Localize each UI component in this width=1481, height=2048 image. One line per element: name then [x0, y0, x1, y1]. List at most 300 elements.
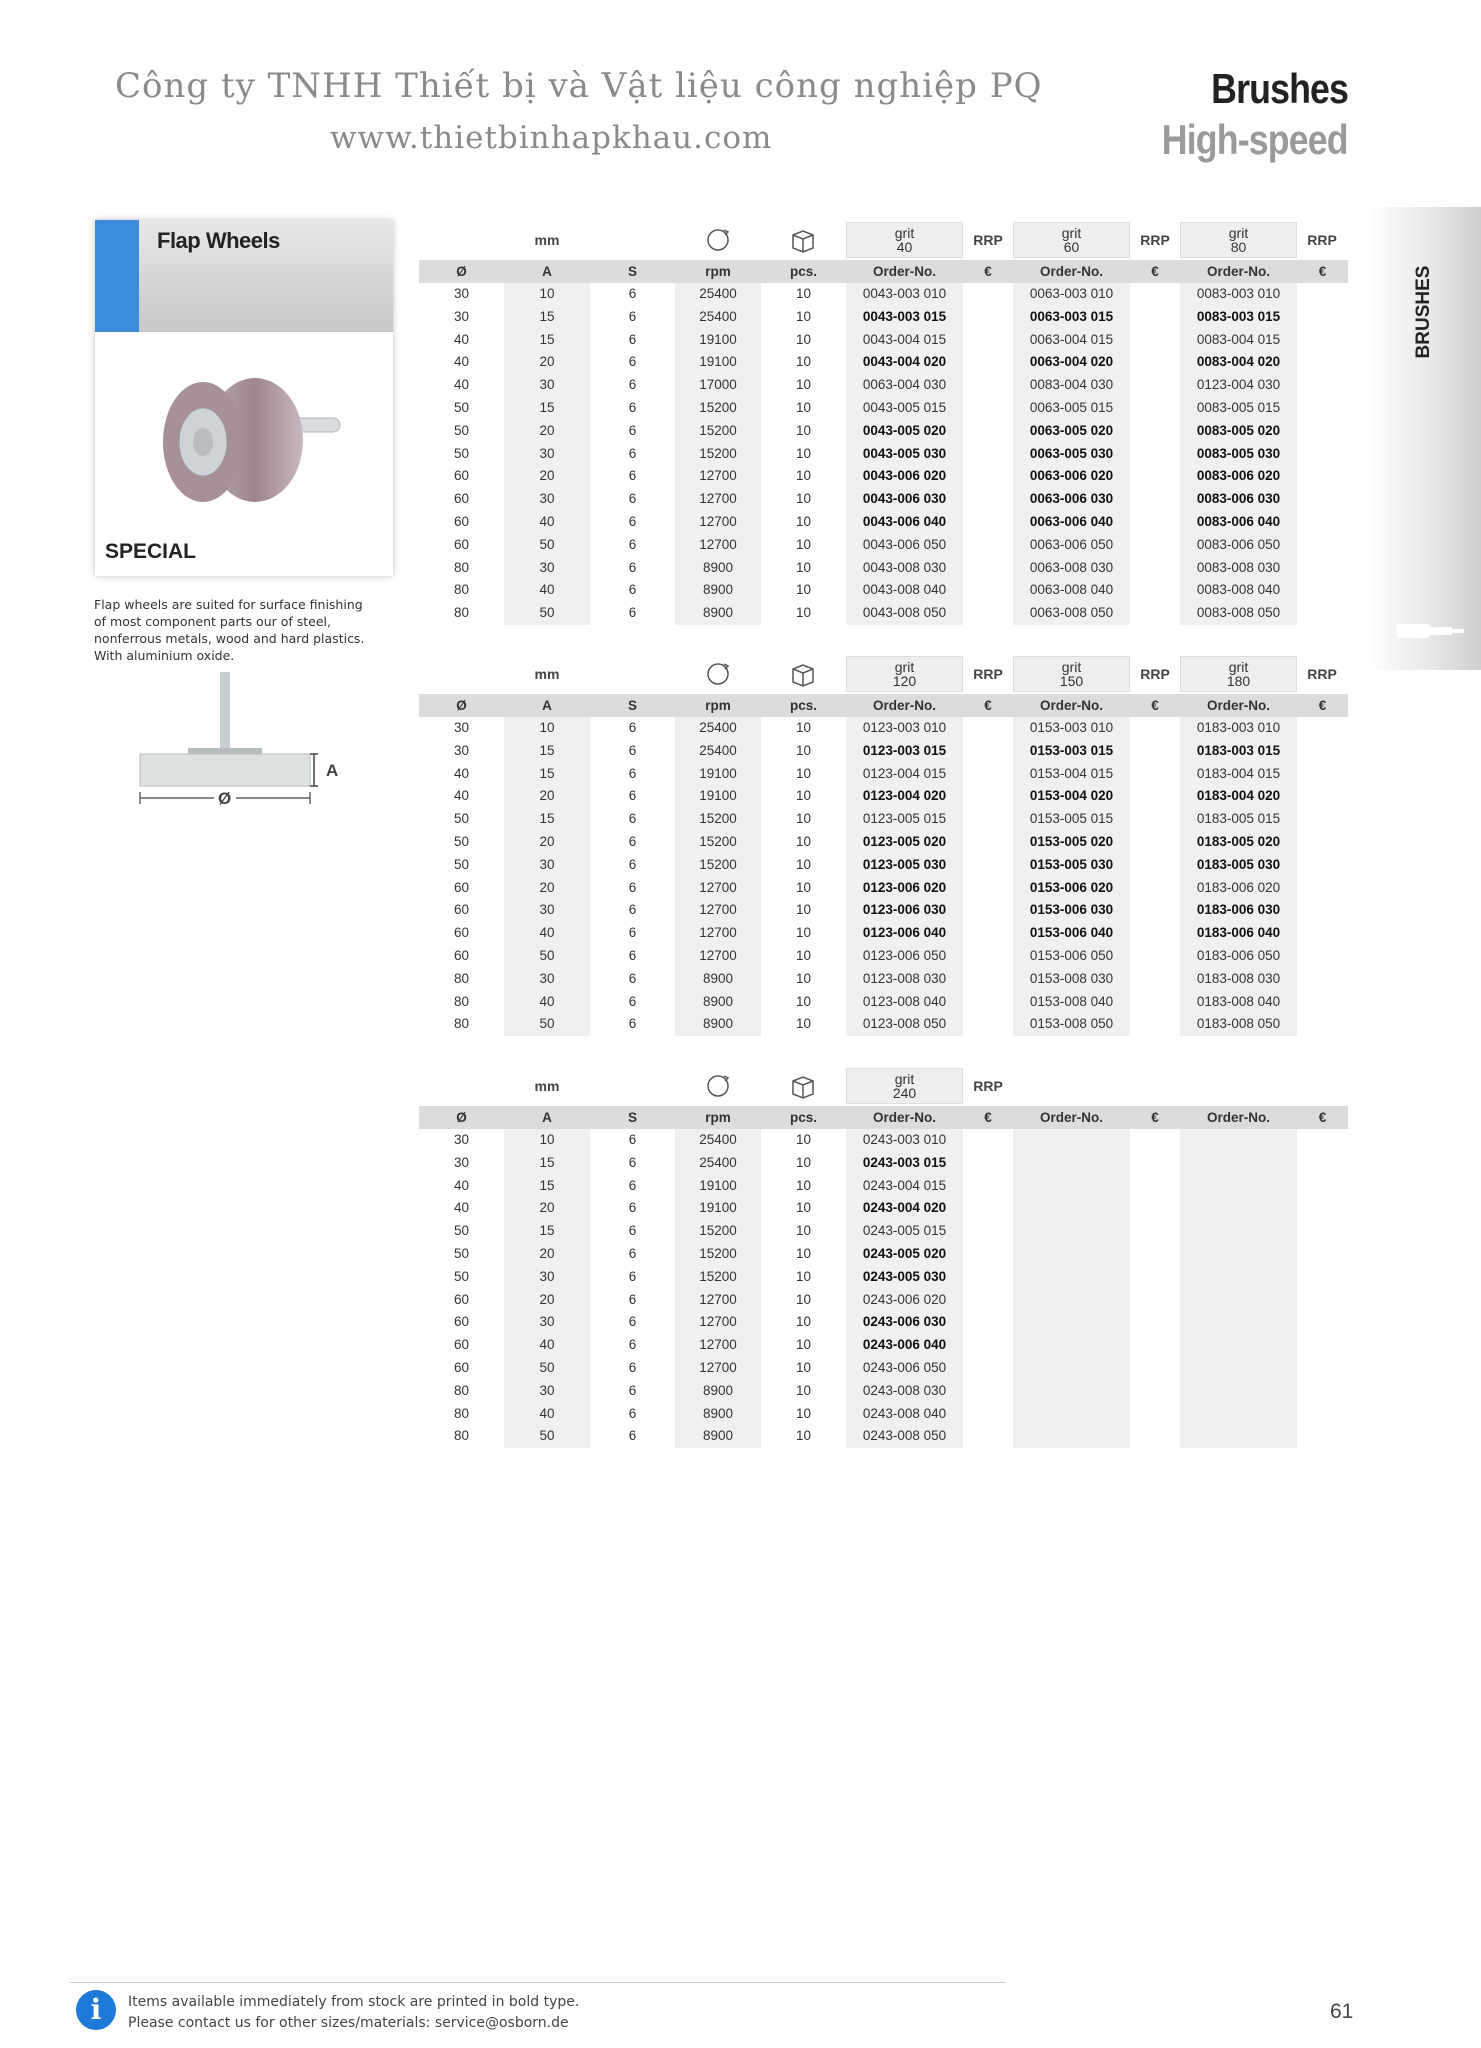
order-no-cell: 0083-006 030 [1180, 488, 1297, 511]
rpm-cell: 12700 [675, 1311, 761, 1334]
column-header: € [1318, 698, 1327, 713]
column-header: rpm [705, 264, 731, 279]
table-row [419, 557, 1348, 580]
diameter-cell: 60 [453, 1314, 470, 1330]
pcs-cell: 10 [795, 1016, 812, 1032]
grit-header [1013, 656, 1130, 692]
price-cell [1297, 1197, 1348, 1220]
page-number: 61 [1330, 2000, 1354, 2023]
shank-cell: 6 [628, 536, 637, 552]
table-row [419, 899, 1348, 922]
order-no-cell: 0243-006 020 [846, 1289, 963, 1312]
price-cell [1130, 922, 1180, 945]
order-no-cell [1013, 1129, 1130, 1152]
price-cell [1130, 1013, 1180, 1036]
order-no-cell [1013, 1266, 1130, 1289]
order-no-cell: 0243-005 020 [846, 1243, 963, 1266]
header-mm: mm [534, 232, 560, 248]
table-row [419, 1220, 1348, 1243]
width-cell: 50 [504, 1425, 590, 1448]
rpm-cell: 8900 [675, 1403, 761, 1426]
shank-cell: 6 [628, 1223, 637, 1239]
rpm-cell: 25400 [675, 306, 761, 329]
order-no-cell: 0183-006 050 [1180, 945, 1297, 968]
table-row [419, 420, 1348, 443]
order-no-cell [1180, 1289, 1297, 1312]
order-no-cell: 0153-006 050 [1013, 945, 1130, 968]
order-no-cell [1013, 1357, 1130, 1380]
diameter-cell: 80 [453, 559, 470, 575]
special-badge: SPECIAL [105, 540, 197, 563]
order-no-cell: 0063-004 030 [846, 374, 963, 397]
order-no-cell [1013, 1425, 1130, 1448]
pcs-cell: 10 [795, 742, 812, 758]
price-cell [1130, 808, 1180, 831]
order-no-cell: 0083-005 020 [1180, 420, 1297, 443]
order-no-cell: 0083-008 030 [1180, 557, 1297, 580]
pcs-cell: 10 [795, 582, 812, 598]
shank-cell: 6 [628, 1016, 637, 1032]
info-icon: i [76, 1990, 116, 2030]
pcs-cell: 10 [795, 399, 812, 415]
rpm-cell: 15200 [675, 808, 761, 831]
price-cell [1130, 1334, 1180, 1357]
order-no-cell: 0043-004 020 [846, 351, 963, 374]
price-cell [1130, 465, 1180, 488]
diameter-cell: 60 [453, 1359, 470, 1375]
table-row [419, 1152, 1348, 1175]
grit-number: 150 [1059, 673, 1084, 689]
shank-cell: 6 [628, 1337, 637, 1353]
grit-header [846, 656, 963, 692]
shank-cell: 6 [628, 1132, 637, 1147]
diameter-cell: 80 [453, 1382, 470, 1398]
width-cell: 15 [504, 397, 590, 420]
price-cell [963, 329, 1013, 352]
price-cell [1297, 1334, 1348, 1357]
column-header: pcs. [789, 698, 817, 713]
column-header: Ø [456, 264, 467, 279]
price-cell [1297, 877, 1348, 900]
order-no-cell: 0083-008 050 [1180, 602, 1297, 625]
price-cell [1130, 511, 1180, 534]
table-row [419, 740, 1348, 763]
rpm-cell: 8900 [675, 1380, 761, 1403]
order-no-cell: 0043-006 030 [846, 488, 963, 511]
table-row [419, 922, 1348, 945]
column-header: € [984, 264, 992, 279]
price-cell [963, 899, 1013, 922]
column-header: Order-No. [1206, 1110, 1270, 1125]
price-cell [1130, 991, 1180, 1014]
price-cell [963, 1334, 1013, 1357]
table-row [419, 877, 1348, 900]
price-cell [963, 1403, 1013, 1426]
price-cell [1297, 854, 1348, 877]
order-no-cell [1180, 1425, 1297, 1448]
table-row [419, 351, 1348, 374]
price-cell [963, 968, 1013, 991]
width-cell: 50 [504, 602, 590, 625]
rpm-cell: 8900 [675, 1425, 761, 1448]
price-cell [1297, 899, 1348, 922]
rpm-cell: 12700 [675, 877, 761, 900]
order-no-cell: 0123-004 030 [1180, 374, 1297, 397]
column-header: rpm [705, 698, 731, 713]
order-no-cell: 0153-004 015 [1013, 763, 1130, 786]
table-row [419, 808, 1348, 831]
dimension-diagram [136, 672, 356, 812]
price-cell [1130, 1403, 1180, 1426]
diameter-cell: 40 [453, 788, 470, 804]
footer-note [128, 1992, 579, 2034]
price-cell [1297, 1152, 1348, 1175]
width-cell: 20 [504, 1197, 590, 1220]
order-no-cell: 0153-005 015 [1013, 808, 1130, 831]
rpm-cell: 8900 [675, 968, 761, 991]
order-no-cell [1013, 1380, 1130, 1403]
table-row [419, 602, 1348, 625]
price-cell [1130, 899, 1180, 922]
table-row [419, 374, 1348, 397]
table-row [419, 306, 1348, 329]
shank-cell: 6 [628, 559, 637, 575]
column-header: S [627, 1110, 637, 1125]
rpm-cell: 19100 [675, 1175, 761, 1198]
diameter-cell: 50 [453, 422, 470, 438]
table-row [419, 1175, 1348, 1198]
diameter-cell: 50 [453, 1268, 470, 1284]
order-no-cell: 0063-006 050 [1013, 534, 1130, 557]
package-icon [789, 1072, 817, 1100]
price-cell [963, 1013, 1013, 1036]
order-no-cell: 0183-006 020 [1180, 877, 1297, 900]
rpm-max-icon [704, 226, 732, 254]
diameter-cell: 80 [453, 1405, 470, 1421]
pcs-cell: 10 [795, 536, 812, 552]
order-no-cell: 0063-004 015 [1013, 329, 1130, 352]
table-row [419, 1013, 1348, 1036]
grit-header [1180, 222, 1297, 258]
grit-number: 240 [892, 1085, 917, 1101]
pcs-cell: 10 [795, 354, 812, 370]
shank-cell: 6 [628, 947, 637, 963]
price-cell [963, 785, 1013, 808]
price-cell [1297, 763, 1348, 786]
pcs-cell: 10 [795, 1223, 812, 1239]
rpm-cell: 17000 [675, 374, 761, 397]
price-cell [963, 717, 1013, 740]
shank-cell: 6 [628, 902, 637, 918]
price-cell [963, 877, 1013, 900]
shank-cell: 6 [628, 377, 637, 393]
diameter-cell: 30 [453, 720, 470, 735]
shank-cell: 6 [628, 720, 637, 735]
grit-header [1013, 222, 1130, 258]
rpm-cell: 12700 [675, 488, 761, 511]
order-no-cell: 0243-005 030 [846, 1266, 963, 1289]
table-row [419, 1311, 1348, 1334]
table-row [419, 1425, 1348, 1448]
pcs-cell: 10 [795, 1428, 812, 1444]
rrp-label: RRP [1140, 232, 1170, 248]
price-cell [1130, 306, 1180, 329]
price-cell [1297, 785, 1348, 808]
grit-header [1180, 656, 1297, 692]
order-no-cell: 0083-006 040 [1180, 511, 1297, 534]
order-no-cell: 0183-006 030 [1180, 899, 1297, 922]
diameter-cell: 30 [453, 1132, 470, 1147]
order-no-cell: 0123-005 020 [846, 831, 963, 854]
package-icon [789, 660, 817, 688]
diameter-cell: 80 [453, 605, 470, 621]
shank-cell: 6 [628, 491, 637, 507]
pcs-cell: 10 [795, 833, 812, 849]
width-cell: 30 [504, 443, 590, 466]
pcs-cell: 10 [795, 513, 812, 529]
rpm-cell: 12700 [675, 465, 761, 488]
price-cell [1130, 283, 1180, 306]
diameter-cell: 30 [453, 308, 470, 324]
table-row [419, 579, 1348, 602]
price-cell [1130, 763, 1180, 786]
price-cell [963, 808, 1013, 831]
table-row [419, 443, 1348, 466]
rpm-max-icon [704, 1072, 732, 1100]
table-row [419, 854, 1348, 877]
pcs-cell: 10 [795, 286, 812, 301]
rpm-cell: 25400 [675, 283, 761, 306]
pcs-cell: 10 [795, 1405, 812, 1421]
diameter-cell: 40 [453, 765, 470, 781]
table-row [419, 534, 1348, 557]
price-cell [963, 1243, 1013, 1266]
price-cell [963, 443, 1013, 466]
rpm-cell: 25400 [675, 717, 761, 740]
shank-cell: 6 [628, 1154, 637, 1170]
price-cell [963, 579, 1013, 602]
order-no-cell: 0063-008 040 [1013, 579, 1130, 602]
column-header: € [1151, 698, 1159, 713]
price-cell [1130, 374, 1180, 397]
price-cell [963, 831, 1013, 854]
column-header: Order-No. [1039, 264, 1103, 279]
grit-number: 80 [1230, 239, 1247, 255]
width-cell: 15 [504, 808, 590, 831]
shank-cell: 6 [628, 1382, 637, 1398]
rpm-cell: 15200 [675, 443, 761, 466]
order-no-cell: 0043-005 020 [846, 420, 963, 443]
rpm-cell: 8900 [675, 557, 761, 580]
order-no-cell: 0123-006 020 [846, 877, 963, 900]
width-cell: 15 [504, 1152, 590, 1175]
rpm-cell: 15200 [675, 420, 761, 443]
table-row [419, 397, 1348, 420]
order-no-cell: 0123-006 030 [846, 899, 963, 922]
price-cell [1297, 831, 1348, 854]
table-row [419, 283, 1348, 306]
grit-label: grit [894, 659, 915, 675]
price-cell [963, 854, 1013, 877]
order-no-cell: 0063-006 040 [1013, 511, 1130, 534]
price-cell [1130, 1266, 1180, 1289]
price-cell [1297, 968, 1348, 991]
order-no-cell: 0243-006 030 [846, 1311, 963, 1334]
rpm-cell: 12700 [675, 1289, 761, 1312]
price-cell [1130, 602, 1180, 625]
table-header-top [419, 654, 1348, 694]
width-cell: 30 [504, 374, 590, 397]
diameter-cell: 80 [453, 1016, 470, 1032]
order-no-cell: 0123-004 015 [846, 763, 963, 786]
watermark-website: www.thietbinhapkhau.com [330, 120, 773, 156]
table-header-top [419, 220, 1348, 260]
order-no-cell: 0183-008 040 [1180, 991, 1297, 1014]
price-cell [1130, 397, 1180, 420]
shank-cell: 6 [628, 993, 637, 1009]
column-header: € [1318, 264, 1327, 279]
width-cell: 20 [504, 351, 590, 374]
pcs-cell: 10 [795, 1337, 812, 1353]
order-no-cell: 0183-005 015 [1180, 808, 1297, 831]
price-cell [1297, 1289, 1348, 1312]
width-cell: 15 [504, 1220, 590, 1243]
pcs-cell: 10 [795, 879, 812, 895]
order-no-cell: 0043-005 030 [846, 443, 963, 466]
price-cell [963, 740, 1013, 763]
rpm-cell: 19100 [675, 763, 761, 786]
pcs-cell: 10 [795, 993, 812, 1009]
width-cell: 10 [504, 717, 590, 740]
price-cell [963, 1129, 1013, 1152]
side-tab-label: BRUSHES [1413, 265, 1434, 359]
order-no-cell: 0153-006 040 [1013, 922, 1130, 945]
shank-cell: 6 [628, 925, 637, 941]
column-header: S [627, 264, 637, 279]
order-no-cell: 0243-006 040 [846, 1334, 963, 1357]
rpm-cell: 19100 [675, 329, 761, 352]
order-no-cell [1013, 1311, 1130, 1334]
pcs-cell: 10 [795, 856, 812, 872]
order-no-cell: 0183-004 020 [1180, 785, 1297, 808]
order-no-cell: 0043-008 040 [846, 579, 963, 602]
price-cell [963, 374, 1013, 397]
product-description [94, 596, 394, 664]
order-no-cell [1013, 1243, 1130, 1266]
price-cell [1130, 443, 1180, 466]
price-cell [1130, 1357, 1180, 1380]
column-header: € [1151, 264, 1159, 279]
shank-cell: 6 [628, 788, 637, 804]
price-cell [963, 1289, 1013, 1312]
width-cell: 30 [504, 557, 590, 580]
diameter-cell: 50 [453, 811, 470, 827]
price-cell [963, 1266, 1013, 1289]
grit-number: 40 [896, 239, 913, 255]
width-cell: 15 [504, 740, 590, 763]
rpm-cell: 19100 [675, 351, 761, 374]
price-cell [1130, 579, 1180, 602]
shank-cell: 6 [628, 1291, 637, 1307]
label-diameter: Ø [218, 789, 232, 808]
order-no-cell: 0153-008 030 [1013, 968, 1130, 991]
column-header: A [542, 698, 552, 713]
pcs-cell: 10 [795, 445, 812, 461]
diameter-cell: 60 [453, 947, 470, 963]
price-cell [1130, 557, 1180, 580]
order-no-cell: 0083-006 020 [1180, 465, 1297, 488]
price-cell [963, 1220, 1013, 1243]
order-no-cell [1180, 1266, 1297, 1289]
width-cell: 15 [504, 329, 590, 352]
product-card-accent [95, 220, 139, 332]
table-row [419, 1266, 1348, 1289]
price-cell [1297, 717, 1348, 740]
price-cell [963, 602, 1013, 625]
price-cell [1130, 854, 1180, 877]
diameter-cell: 40 [453, 331, 470, 347]
footer-divider [70, 1982, 1005, 1983]
shank-cell: 6 [628, 468, 637, 484]
order-no-cell [1013, 1152, 1130, 1175]
price-cell [1130, 968, 1180, 991]
table-row [419, 1243, 1348, 1266]
rpm-cell: 19100 [675, 1197, 761, 1220]
shank-cell: 6 [628, 742, 637, 758]
diameter-cell: 30 [453, 286, 470, 301]
pcs-cell: 10 [795, 308, 812, 324]
price-cell [963, 306, 1013, 329]
shank-cell: 6 [628, 1359, 637, 1375]
diameter-cell: 80 [453, 1428, 470, 1444]
table-row [419, 945, 1348, 968]
order-no-cell: 0063-005 015 [1013, 397, 1130, 420]
price-cell [1130, 1380, 1180, 1403]
order-no-cell: 0083-003 015 [1180, 306, 1297, 329]
column-header: € [984, 1110, 992, 1125]
column-header: S [627, 698, 637, 713]
pcs-cell: 10 [795, 1268, 812, 1284]
price-cell [1130, 1152, 1180, 1175]
order-no-cell: 0243-008 050 [846, 1425, 963, 1448]
rpm-cell: 15200 [675, 854, 761, 877]
column-header-row [419, 694, 1348, 717]
width-cell: 50 [504, 945, 590, 968]
diameter-cell: 60 [453, 879, 470, 895]
pcs-cell: 10 [795, 970, 812, 986]
width-cell: 30 [504, 968, 590, 991]
header-mm: mm [534, 666, 560, 682]
page-subtitle: High-speed [1162, 116, 1348, 163]
shank-cell: 6 [628, 970, 637, 986]
pcs-cell: 10 [795, 947, 812, 963]
width-cell: 15 [504, 1175, 590, 1198]
order-no-cell: 0063-004 020 [1013, 351, 1130, 374]
pcs-cell: 10 [795, 902, 812, 918]
order-no-cell: 0043-008 030 [846, 557, 963, 580]
width-cell: 40 [504, 922, 590, 945]
table-row [419, 1197, 1348, 1220]
width-cell: 50 [504, 1013, 590, 1036]
grit-label: grit [1228, 659, 1249, 675]
width-cell: 40 [504, 1403, 590, 1426]
shank-cell: 6 [628, 1245, 637, 1261]
column-header: Order-No. [1039, 1110, 1103, 1125]
column-header: Order-No. [1039, 698, 1103, 713]
price-cell [963, 1357, 1013, 1380]
diameter-cell: 80 [453, 970, 470, 986]
price-cell [963, 991, 1013, 1014]
